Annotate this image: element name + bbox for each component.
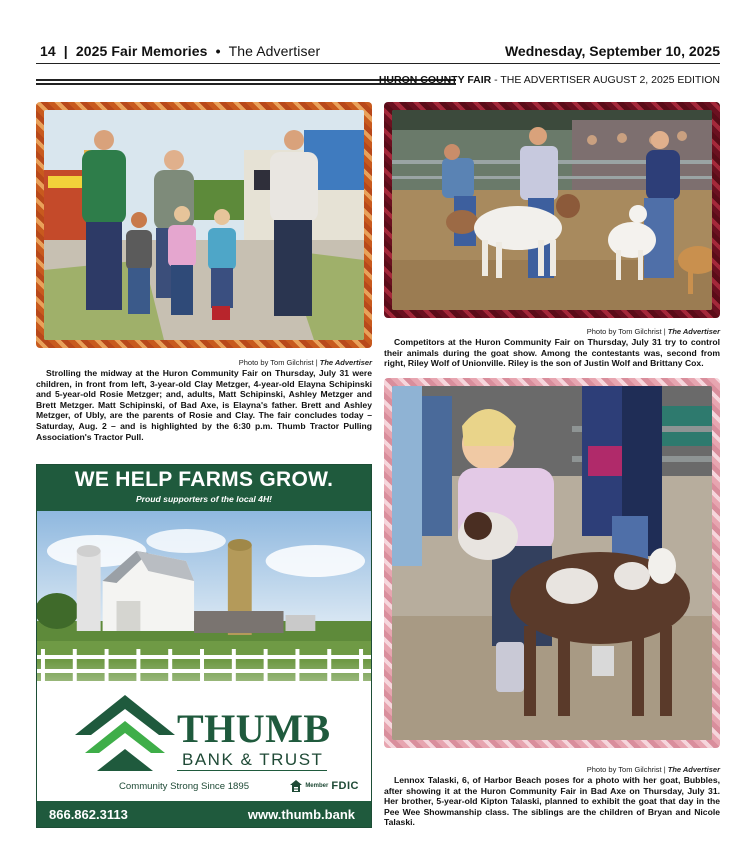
ad-banner bbox=[37, 465, 371, 511]
photo-midway-family bbox=[36, 102, 372, 348]
photo-credit-3-org: The Advertiser bbox=[667, 765, 720, 774]
publication-name: The Advertiser bbox=[228, 43, 321, 59]
page-header-left bbox=[40, 43, 320, 59]
photo-credit-1-org: The Advertiser bbox=[319, 358, 372, 367]
ad-website[interactable]: www.thumb.bank bbox=[247, 806, 355, 822]
photo-caption-3 bbox=[384, 775, 720, 828]
fdic-label: FDIC bbox=[331, 780, 359, 792]
ad-brand-rule bbox=[177, 770, 327, 771]
photo-caption-1 bbox=[36, 368, 372, 442]
section-title: 2025 Fair Memories bbox=[75, 43, 208, 59]
photo-caption-3-text: Lennox Talaski, 6, of Harbor Beach poses for a photo with her goat, Bubbles, after showing it at the Huron Community Fair in Bad Axe on Thursday, July 31. Her brother, 5-year-old Kipton Talaski, planned to exhibit the goat that day in the Pee Wee Showmanship class. The siblings are the children of Bryan and Nicole Talaski. bbox=[384, 775, 720, 828]
photo-goat-show-image bbox=[392, 110, 712, 310]
photo-credit-2-org: The Advertiser bbox=[667, 327, 720, 336]
edition-label-rest: - THE ADVERTISER AUGUST 2, 2025 EDITION bbox=[491, 74, 720, 86]
photo-credit-1-prefix: Photo by Tom Gilchrist | bbox=[238, 358, 320, 367]
header-dot: • bbox=[215, 43, 221, 59]
photo-girl-with-goat bbox=[384, 378, 720, 748]
photo-girl-with-goat-image bbox=[392, 386, 712, 740]
ad-contact-bar bbox=[37, 801, 371, 827]
fdic-member-label: Member bbox=[305, 782, 329, 789]
edition-label bbox=[379, 74, 720, 86]
ad-subheadline: Proud supporters of the local 4H! bbox=[135, 494, 273, 504]
photo-caption-2 bbox=[384, 337, 720, 369]
header-rule bbox=[36, 63, 720, 64]
photo-credit-3 bbox=[384, 765, 720, 774]
edition-label-bold: HURON COUNTY FAIR bbox=[378, 74, 492, 86]
issue-date: Wednesday, September 10, 2025 bbox=[504, 43, 720, 59]
page-number: 14 bbox=[40, 43, 56, 59]
equal-housing-icon bbox=[290, 780, 302, 792]
thumb-bank-logo-icon bbox=[75, 695, 175, 775]
photo-caption-1-text: Strolling the midway at the Huron Community Fair on Thursday, July 31 were children, in front from left, 3-year-old Clay Metzger, 4-year-old Elayna Schipinski and 5-year-old Rosie Metzger; and, adults, Matt Schipinski, Ashley Metzger and Brett Metzger. Matt Schipinski, of Bad Axe, is Elayna's father. Brett and Ashley Metzger, of Ubly, are the parents of Rosie and Clay. The fair concludes today – Saturday, Aug. 2 – and is highlighted by the 6:30 p.m. Thumb Tractor Pulling Association's Tractor Pull. bbox=[36, 368, 372, 442]
thumb-bank-ad[interactable] bbox=[36, 464, 372, 828]
ad-headline: WE HELP FARMS GROW. bbox=[74, 468, 334, 491]
header-separator: | bbox=[63, 43, 68, 59]
photo-credit-2 bbox=[384, 327, 720, 336]
ad-phone[interactable]: 866.862.3113 bbox=[49, 806, 128, 822]
ad-tagline: Community Strong Since 1895 bbox=[118, 781, 250, 792]
photo-credit-3-prefix: Photo by Tom Gilchrist | bbox=[586, 765, 668, 774]
fdic-badge bbox=[290, 780, 359, 792]
photo-credit-1 bbox=[36, 358, 372, 367]
photo-caption-2-text: Competitors at the Huron Community Fair on Thursday, July 31 try to control their animals during the goat show. Among the contestants was, second from right, Riley Wolf of Unionville. Riley is the son of Justin Wolf and Brittany Cox. bbox=[384, 337, 720, 369]
photo-midway-family-image bbox=[44, 110, 364, 340]
ad-brand-name: THUMB bbox=[177, 706, 331, 751]
ad-brand-sub: BANK & TRUST bbox=[182, 750, 324, 769]
photo-goat-show bbox=[384, 102, 720, 318]
photo-credit-2-prefix: Photo by Tom Gilchrist | bbox=[586, 327, 668, 336]
